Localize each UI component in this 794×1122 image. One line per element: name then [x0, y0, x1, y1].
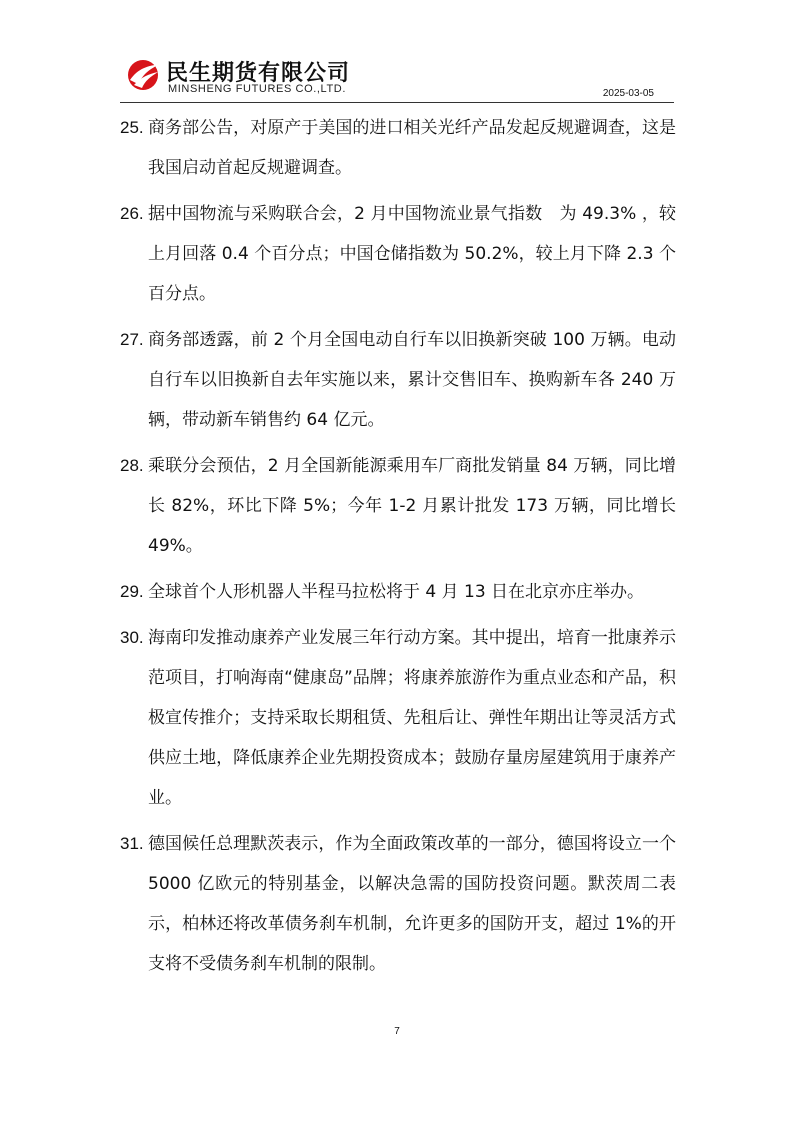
- item-text: 商务部公告，对原产于美国的进口相关光纤产品发起反规避调查，这是我国启动首起反规避调查。: [148, 118, 676, 178]
- list-item: [120, 446, 676, 566]
- list-item: [120, 194, 676, 314]
- brand-name-cn: 民生期货有限公司: [166, 61, 351, 86]
- item-number: 31.: [120, 834, 144, 853]
- report-date: 2025-03-05: [602, 88, 654, 99]
- list-item: [120, 108, 676, 188]
- item-text: 德国候任总理默茨表示，作为全面政策改革的一部分，德国将设立一个 5000 亿欧元的特别基金，以解决急需的国防投资问题。默茨周二表示，柏林还将改革债务刹车机制，允许更多的国防开支，超过 1%的开支将不受债务刹车机制的限制。: [148, 834, 676, 974]
- list-item: [120, 320, 676, 440]
- item-number: 26.: [120, 204, 144, 223]
- item-number: 28.: [120, 456, 144, 475]
- item-text: 海南印发推动康养产业发展三年行动方案。其中提出，培育一批康养示范项目，打响海南“健康岛”品牌；将康养旅游作为重点业态和产品，积极宣传推介；支持采取长期租赁、先租后让、弹性年期出让等灵活方式供应土地，降低康养企业先期投资成本；鼓励存量房屋建筑用于康养产业。: [148, 628, 676, 808]
- list-item: [120, 572, 676, 612]
- news-list: [120, 108, 676, 990]
- item-number: 25.: [120, 118, 144, 137]
- item-number: 30.: [120, 628, 144, 647]
- item-text: 据中国物流与采购联合会，2 月中国物流业景气指数 为 49.3% ，较上月回落 0.4 个百分点；中国仓储指数为 50.2%，较上月下降 2.3 个百分点。: [148, 204, 676, 304]
- list-item: [120, 618, 676, 818]
- header-divider: [120, 102, 674, 103]
- item-number: 29.: [120, 582, 144, 601]
- brand-name-en: MINSHENG FUTURES CO.,LTD.: [168, 83, 346, 95]
- list-item: [120, 824, 676, 984]
- item-number: 27.: [120, 330, 144, 349]
- item-text: 全球首个人形机器人半程马拉松将于 4 月 13 日在北京亦庄举办。: [148, 582, 645, 602]
- page-header: [120, 52, 674, 104]
- minsheng-logo-icon: [124, 58, 162, 92]
- item-text: 商务部透露，前 2 个月全国电动自行车以旧换新突破 100 万辆。电动自行车以旧换新自去年实施以来，累计交售旧车、换购新车各 240 万辆，带动新车销售约 64 亿元。: [148, 330, 676, 430]
- page-number: 7: [394, 1026, 400, 1037]
- item-text: 乘联分会预估，2 月全国新能源乘用车厂商批发销量 84 万辆，同比增长 82%，环比下降 5%；今年 1-2 月累计批发 173 万辆，同比增长 49%。: [148, 456, 676, 556]
